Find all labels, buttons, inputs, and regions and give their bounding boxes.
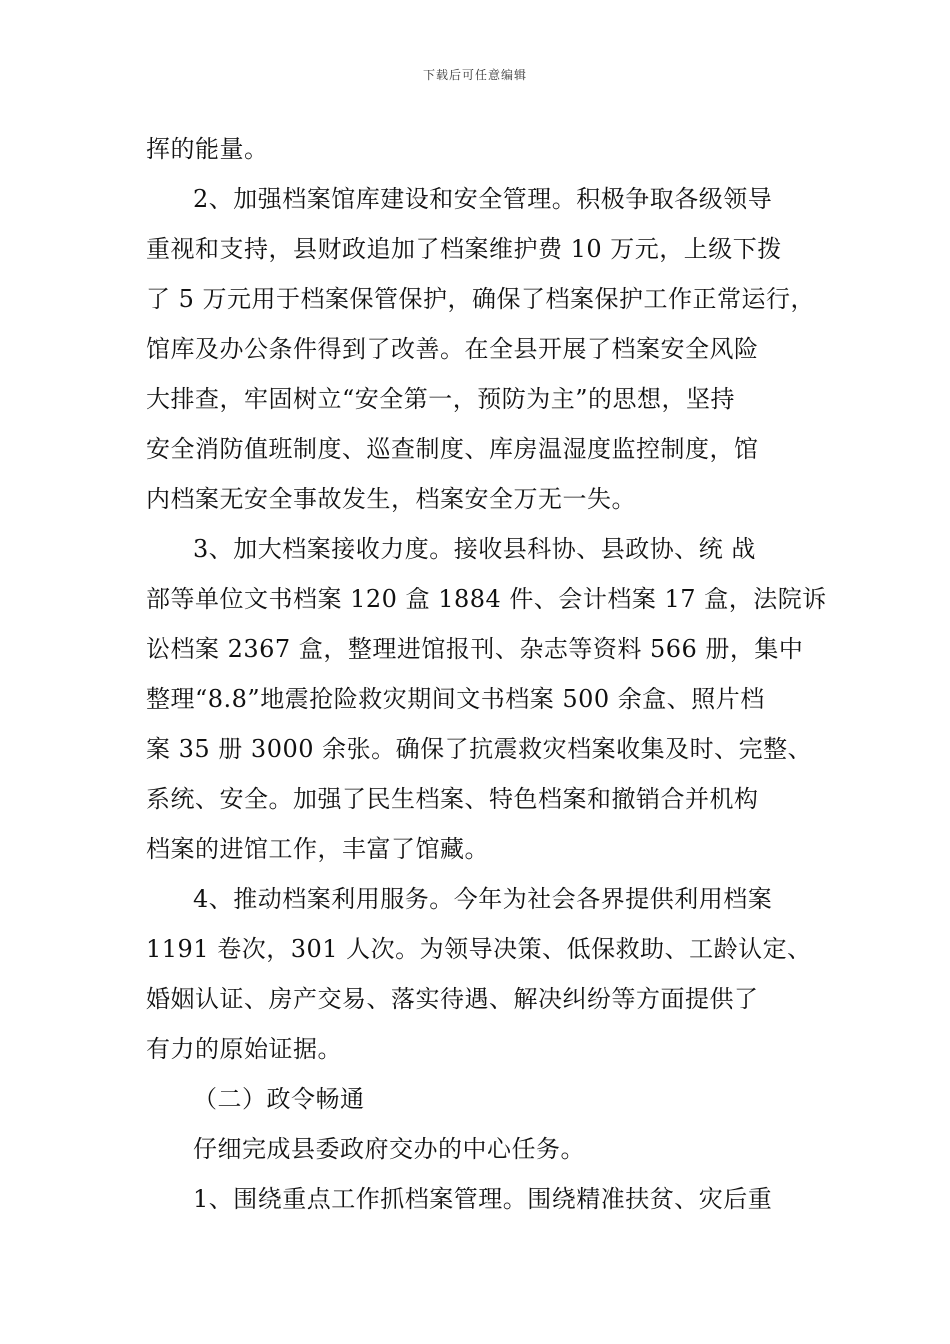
page-header: 下载后可任意编辑 (422, 68, 527, 82)
section-intro: 仔细完成县委政府交办的中心任务。 (193, 1135, 585, 1163)
body-line: 安全消防值班制度、巡查制度、库房温湿度监控制度，馆 (146, 435, 759, 463)
body-line: 挥的能量。 (146, 135, 269, 163)
body-line: 整理“8.8”地震抢险救灾期间文书档案 500 余盒、照片档 (146, 685, 765, 713)
body-line: 大排查，牢固树立“安全第一，预防为主”的思想，坚持 (146, 385, 736, 413)
paragraph-5-start: 1、围绕重点工作抓档案管理。围绕精准扶贫、灾后重 (193, 1185, 773, 1213)
body-line: 部等单位文书档案 120 盒 1884 件、会计档案 17 盒，法院诉 (146, 585, 827, 613)
body-line: 案 35 册 3000 余张。确保了抗震救灾档案收集及时、完整、 (146, 735, 813, 763)
body-line: 讼档案 2367 盒，整理进馆报刊、杂志等资料 566 册，集中 (146, 635, 804, 663)
body-line: 婚姻认证、房产交易、落实待遇、解决纠纷等方面提供了 (146, 985, 759, 1013)
body-line: 有力的原始证据。 (146, 1035, 342, 1063)
paragraph-4-start: 4、推动档案利用服务。今年为社会各界提供利用档案 (193, 885, 773, 913)
body-line: 系统、安全。加强了民生档案、特色档案和撤销合并机构 (146, 785, 759, 813)
paragraph-3-start: 3、加大档案接收力度。接收县科协、县政协、统 战 (193, 535, 756, 563)
body-line: 了 5 万元用于档案保管保护，确保了档案保护工作正常运行， (146, 285, 816, 313)
body-line: 内档案无安全事故发生，档案安全万无一失。 (146, 485, 636, 513)
section-heading: （二）政令畅通 (193, 1085, 365, 1113)
body-line: 重视和支持，县财政追加了档案维护费 10 万元，上级下拨 (146, 235, 782, 263)
body-line: 档案的进馆工作，丰富了馆藏。 (146, 835, 489, 863)
body-line: 1191 卷次，301 人次。为领导决策、低保救助、工龄认定、 (146, 935, 812, 963)
paragraph-2-start: 2、加强档案馆库建设和安全管理。积极争取各级领导 (193, 185, 773, 213)
body-line: 馆库及办公条件得到了改善。在全县开展了档案安全风险 (146, 335, 759, 363)
